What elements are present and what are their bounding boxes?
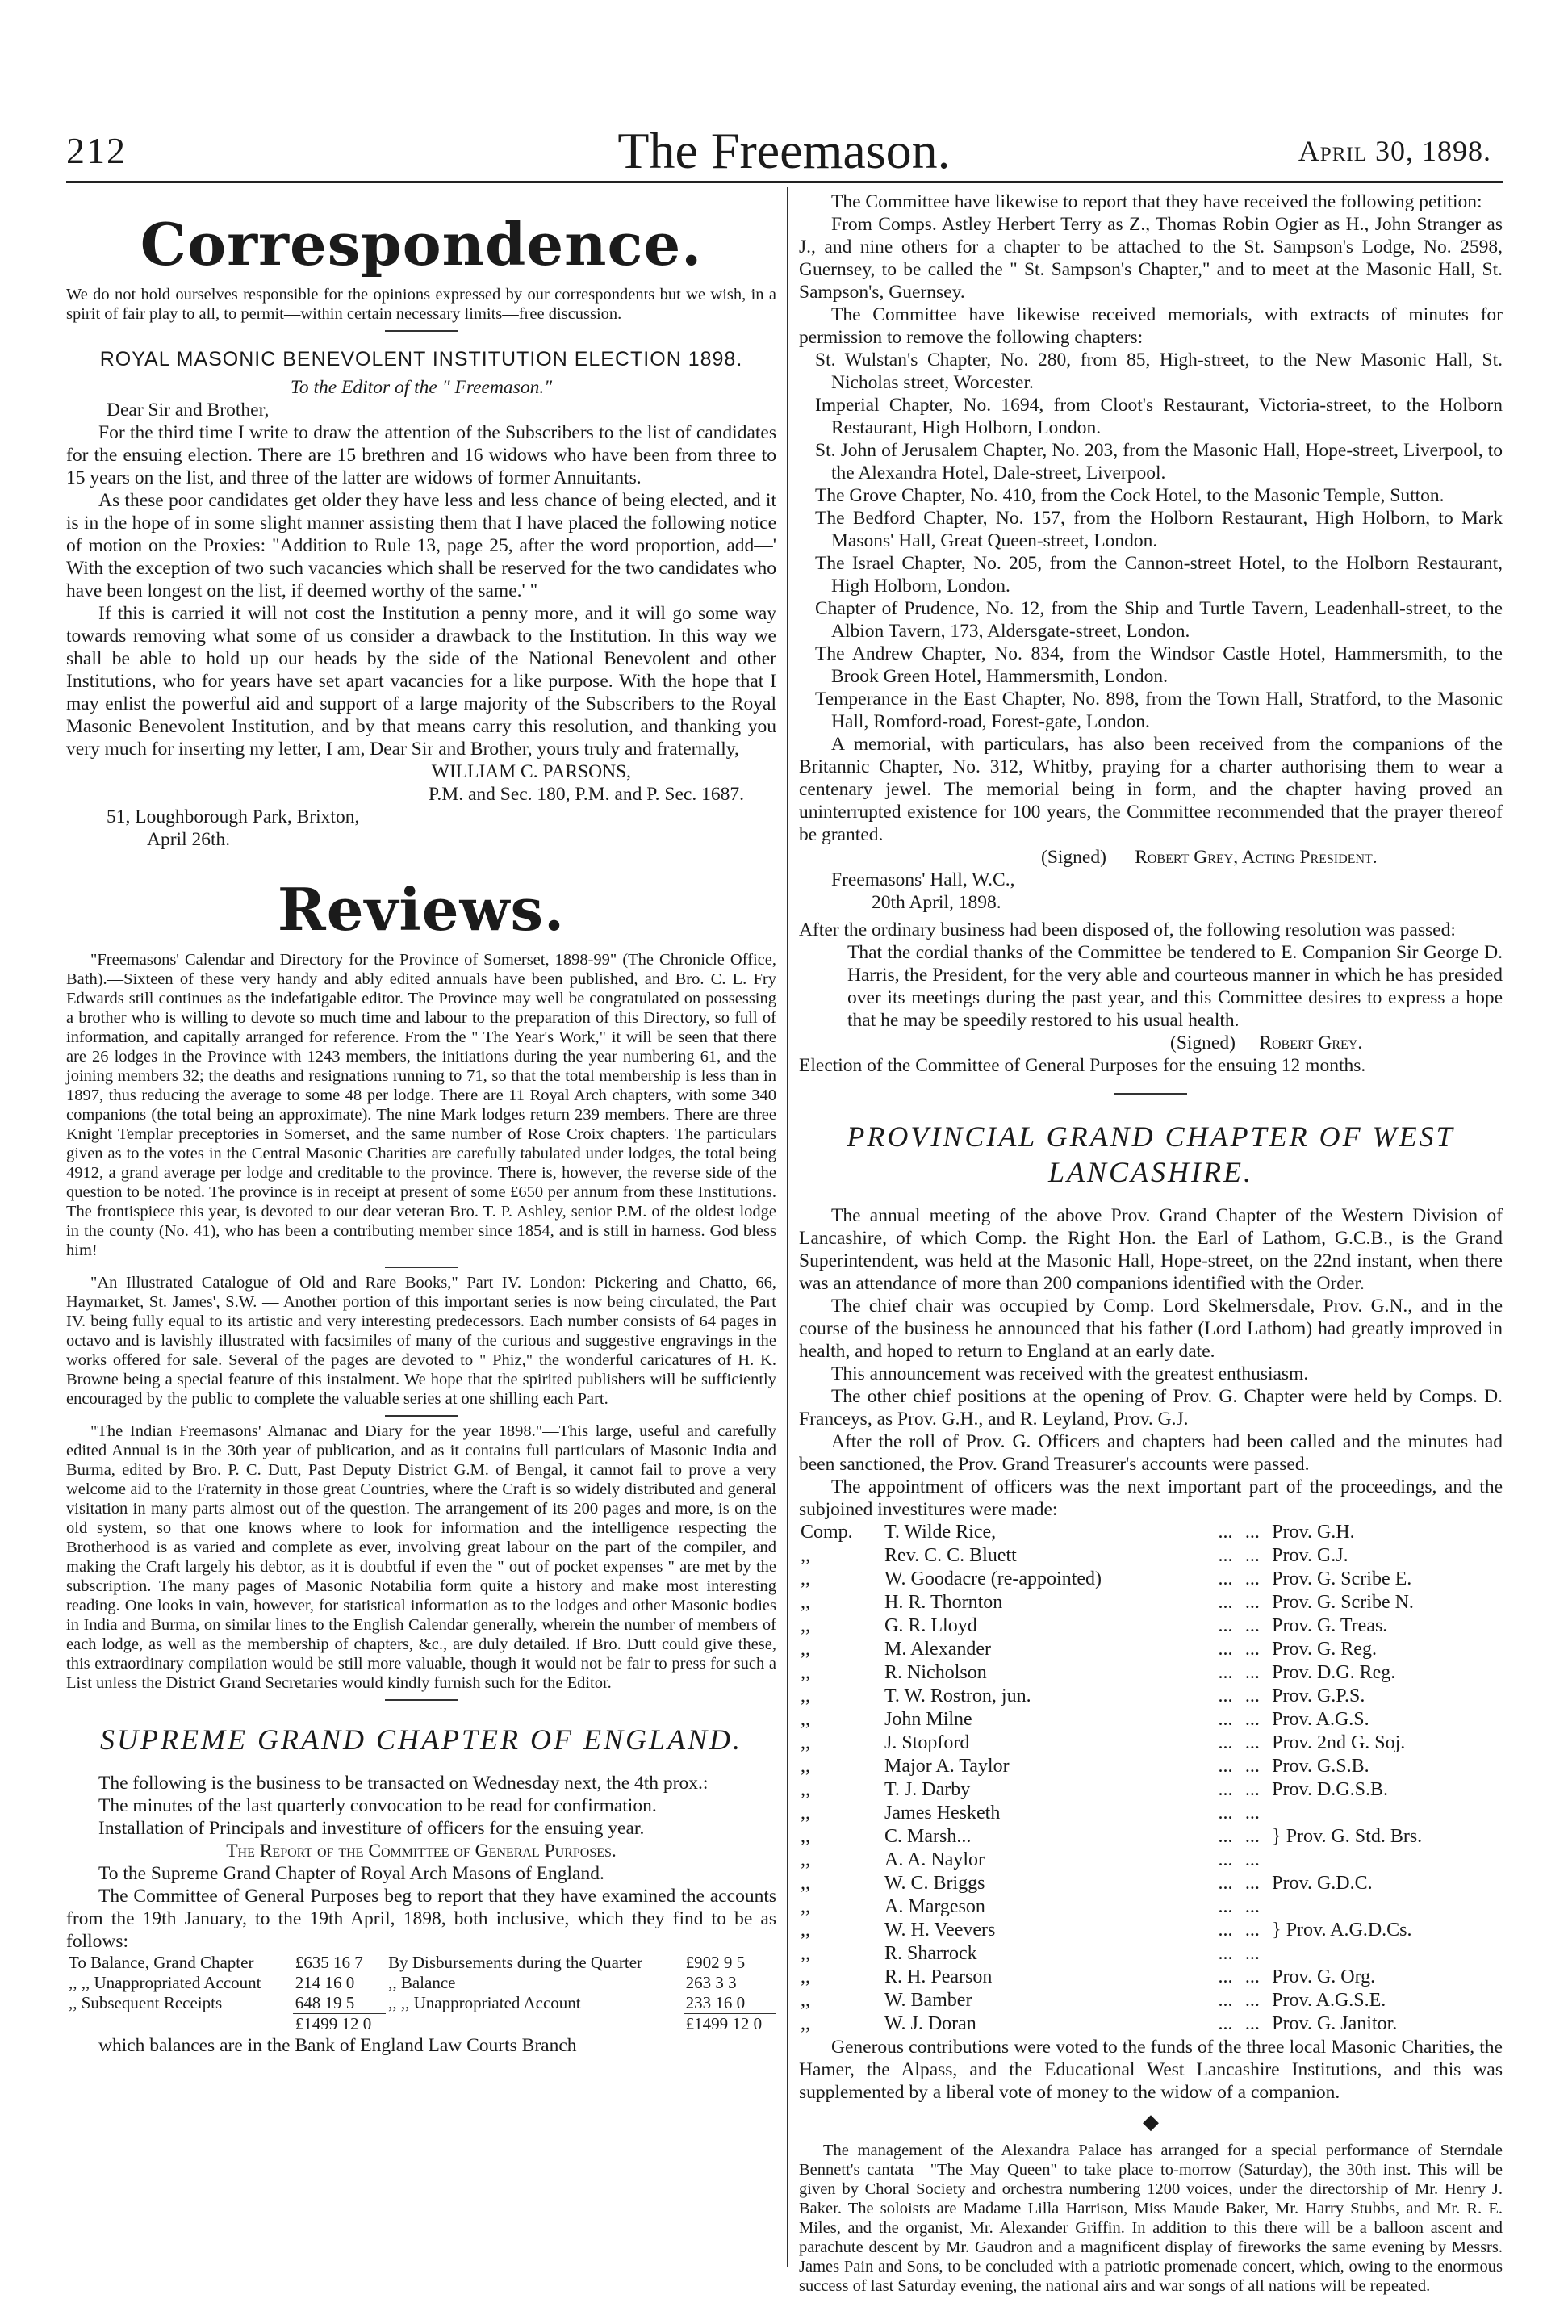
table-row	[66, 1993, 776, 2014]
ledger-cell: 263 3 3	[685, 1973, 737, 1992]
removals-list	[799, 349, 1503, 733]
ledger-cell: £902 9 5	[685, 1953, 746, 1972]
table-row	[799, 1544, 1503, 1568]
ledger-cell: By Disbursements during the Quarter	[388, 1953, 643, 1972]
correspondence-disclaimer: We do not hold ourselves responsible for the opinions expressed by our correspondents but we wish, in a spirit of fair play to all, to permit—within certain necessary limits—free discussion.	[66, 286, 776, 323]
appointment-cell: W. J. Doran	[884, 2013, 976, 2034]
appointment-cell: Prov. G.J.	[1272, 1545, 1348, 1566]
table-row	[66, 2014, 776, 2035]
table-row	[799, 1638, 1503, 1661]
table-row	[799, 1849, 1503, 1872]
report-text: The Committee of General Purposes beg to report that they have examined the accounts from the 19th January, to the 19th April, 1898, both inclusive, which they find to be as follows:	[66, 1886, 776, 1952]
appointment-cell: ...	[1218, 1732, 1233, 1753]
appointment-cell: ...	[1218, 1920, 1233, 1941]
appointment-cell: ,,	[801, 1592, 810, 1613]
appointment-cell: ...	[1244, 2013, 1260, 2034]
appointment-cell: ...	[1218, 1873, 1233, 1894]
table-row	[799, 1614, 1503, 1638]
provincial-paragraph: After the roll of Prov. G. Officers and chapters had been called and the minutes had been sanctioned, the Prov. Grand Treasurer's accounts were passed.	[799, 1431, 1503, 1475]
appointment-cell: W. C. Briggs	[884, 1873, 985, 1894]
appointment-cell: ...	[1218, 1803, 1233, 1824]
list-item: The Grove Chapter, No. 410, from the Cock Hotel, to the Masonic Temple, Sutton.	[815, 485, 1445, 506]
table-row	[799, 1802, 1503, 1825]
appointment-cell: ...	[1218, 1639, 1233, 1660]
divider	[385, 1415, 458, 1417]
appointment-cell: ...	[1218, 1896, 1233, 1917]
table-row	[799, 1568, 1503, 1591]
review-item: "Freemasons' Calendar and Directory for the Province of Somerset, 1898-99" (The Chronicle Office, Bath).—Sixteen of these very handy and ably edited annuals have been published, and Bro. C. L. Fry Edwards still continues as the indefatigable editor. The Province may well be congratulated on possessing a brother who is willing to devote so much time and labour to the preparation of this Directory, so full of information, and capitally arranged for reference. From the " The Year's Work," it will be seen that there are 26 lodges in the Province with 1243 members, the initiations during the year numbering 61, and the joining members 32; the deaths and resignations running to 71, so that the total membership is less than in 1897, thus reducing the average to some 48 per lodge. There are 11 Royal Arch chapters, with some 340 companions (the total being an approximate). The nine Mark lodges return 239 members. There are three Knight Templar preceptories in Somerset, and the same number of Rose Croix chapters. The particulars given as to the votes in the Central Masonic Charities are carefully tabulated under lodges, the total being 4912, a grand average per lodge and creditable to the province. There is, however, the reverse side of the question to be noted. The province is in receipt at present of some £650 per annum from these Institutions. The frontispiece this year, is devoted to our dear veteran Bro. T. P. Ashley, senior P.M. of the oldest lodge in the county (No. 41), who has been a contributing member since 1854, and is still in harness. God bless him!	[66, 951, 776, 1259]
memorial-text: A memorial, with particulars, has also been received from the companions of the Britannic Chapter, No. 312, Whitby, praying for a charter authorising them to wear a centenary jewel. The memorial being in form, and the chapter having proved an uninterrupted existence for 100 years, the Committee recommended that the prayer thereof be granted.	[799, 734, 1503, 845]
appointment-cell: ...	[1218, 1943, 1233, 1964]
letter-title: ROYAL MASONIC BENEVOLENT INSTITUTION ELECTION 1898.	[99, 348, 743, 371]
appointment-cell: ...	[1218, 1990, 1233, 2011]
appointment-cell: ,,	[801, 1826, 810, 1847]
appointment-cell: } Prov. G. Std. Brs.	[1272, 1826, 1423, 1847]
appointment-cell: ,,	[801, 1873, 810, 1894]
ornament-icon: ◆	[1143, 2110, 1159, 2133]
appointment-cell: Prov. G. Scribe N.	[1272, 1592, 1414, 1613]
signed-line	[799, 1032, 1503, 1054]
provincial-heading: PROVINCIAL GRAND CHAPTER OF WEST LANCASHIRE.	[847, 1120, 1455, 1188]
appointment-cell: ,,	[801, 1896, 810, 1917]
appointment-cell: ...	[1244, 1920, 1260, 1941]
appointment-cell: ...	[1244, 1756, 1260, 1777]
signed-line	[799, 846, 1503, 869]
appointment-cell: ...	[1218, 1966, 1233, 1987]
appointment-cell: W. Bamber	[884, 1990, 972, 2011]
list-item: Imperial Chapter, No. 1694, from Cloot's Restaurant, Victoria-street, to the Holborn Restaurant, High Holborn, London.	[815, 395, 1503, 438]
table-row	[799, 2012, 1503, 2036]
ledger-cell: 233 16 0	[685, 1993, 746, 2012]
committee-intro: The Committee have likewise to report that they have received the following petition:	[831, 191, 1482, 212]
table-row	[799, 1825, 1503, 1849]
newspaper-title: The Freemason.	[617, 122, 951, 179]
appointment-cell: ...	[1244, 1779, 1260, 1800]
table-row	[799, 1591, 1503, 1614]
appointment-cell: Prov. G.S.B.	[1272, 1756, 1369, 1777]
appointment-cell: T. W. Rostron, jun.	[884, 1685, 1031, 1706]
provincial-paragraph: The annual meeting of the above Prov. Grand Chapter of the Western Division of Lancashire, of which Comp. the Right Hon. the Earl of Lathom, G.C.B., is the Grand Superintendent, was held at the Masonic Hall, Hope-street, on the 22nd instant, when there was an attendance of more than 200 companions identified with the Order.	[799, 1205, 1503, 1294]
supreme-installation: Installation of Principals and investiture of officers for the ensuing year.	[98, 1818, 645, 1839]
correspondence-heading: Correspondence.	[140, 210, 703, 278]
table-row	[799, 1755, 1503, 1778]
committee-petition: From Comps. Astley Herbert Terry as Z., Thomas Robin Ogier as H., John Stranger as J., and nine others for a chapter to be attached to the St. Sampson's Lodge, No. 2598, Guernsey, to be called the " St. Sampson's Chapter," and to meet at the Masonic Hall, St. Sampson's, Guernsey.	[799, 214, 1503, 303]
election-text: Election of the Committee of General Purposes for the ensuing 12 months.	[799, 1055, 1366, 1076]
appointment-cell	[1270, 1942, 1503, 1966]
appointment-cell: T. J. Darby	[884, 1779, 971, 1800]
list-item: Temperance in the East Chapter, No. 898, from the Town Hall, Stratford, to the Masonic Hall, Romford-road, Forest-gate, London.	[815, 689, 1503, 732]
ledger-cell: To Balance, Grand Chapter	[69, 1953, 254, 1972]
appointment-cell: ...	[1218, 1709, 1233, 1730]
appointment-cell: Prov. G. Janitor.	[1272, 2013, 1398, 2034]
appointment-cell: ,,	[801, 1990, 810, 2011]
appointment-cell: ,,	[801, 1803, 810, 1824]
ledger-cell: ,, Subsequent Receipts	[69, 1993, 223, 2012]
provincial-paragraph: The other chief positions at the opening of Prov. G. Chapter were held by Comps. D. Franceys, as Prov. G.H., and R. Leyland, Prov. G.J.	[799, 1386, 1503, 1430]
letter-paragraph: For the third time I write to draw the attention of the Subscribers to the list of candidates for the ensuing election. There are 15 brethren and 16 widows who have been from three to 15 years on the list, and three of the latter are widows of former Annuitants.	[66, 422, 776, 488]
table-row	[799, 1966, 1503, 1989]
list-item: St. John of Jerusalem Chapter, No. 203, from the Masonic Hall, Hope-street, Liverpool, to the Alexandra Hotel, Dale-street, Liverpool.	[815, 440, 1503, 484]
appointment-cell: ...	[1244, 1639, 1260, 1660]
appointment-cell: ...	[1218, 1592, 1233, 1613]
appointment-cell: ...	[1218, 1756, 1233, 1777]
appointment-cell: Prov. G.D.C.	[1272, 1873, 1373, 1894]
appointment-cell: ,,	[801, 1615, 810, 1636]
ledger-cell: 214 16 0	[295, 1973, 355, 1992]
appointment-cell: ,,	[801, 1756, 810, 1777]
divider	[385, 1267, 458, 1268]
appointment-cell: Comp.	[801, 1522, 853, 1543]
appointment-cell: James Hesketh	[884, 1803, 1001, 1824]
after-text: After the ordinary business had been disposed of, the following resolution was passed:	[799, 919, 1456, 940]
appointment-cell: W. Goodacre (re-appointed)	[884, 1568, 1102, 1589]
table-row	[799, 1919, 1503, 1942]
appointment-cell: ...	[1218, 1685, 1233, 1706]
appointment-cell: Prov. A.G.S.E.	[1272, 1990, 1386, 2011]
letter-addressee: To the Editor of the " Freemason."	[290, 377, 553, 398]
letter-paragraph: If this is carried it will not cost the Institution a penny more, and it will go some way towards removing what some of us consider a drawback to the Institution. In this way we shall be able to hold up our heads by the side of the National Benevolent and other Institutions, who for years have set apart vacancies for a like purpose. With the hope that I may enlist the powerful aid and support of a large majority of the Subscribers to the Royal Masonic Benevolent Institution, and by that means carry this resolution, and thanking you very much for inserting my letter, I am, Dear Sir and Brother, yours truly and fraternally,	[66, 603, 776, 760]
balances-note: which balances are in the Bank of England Law Courts Branch	[98, 2035, 577, 2056]
appointment-cell: ...	[1244, 1849, 1260, 1870]
letter-date: April 26th.	[147, 829, 231, 850]
appointment-cell: ...	[1244, 1709, 1260, 1730]
appointment-cell: ...	[1218, 1545, 1233, 1566]
supreme-chapter-heading: SUPREME GRAND CHAPTER OF ENGLAND.	[100, 1723, 742, 1756]
appointment-cell: ...	[1244, 1662, 1260, 1683]
appointment-cell: ...	[1244, 1896, 1260, 1917]
supreme-minutes: The minutes of the last quarterly convocation to be read for confirmation.	[98, 1795, 657, 1816]
appointment-cell: ,,	[801, 1732, 810, 1753]
table-row	[799, 1872, 1503, 1895]
appointment-cell: ...	[1244, 1592, 1260, 1613]
appointment-cell: A. Margeson	[884, 1896, 985, 1917]
appointment-cell: ...	[1218, 1615, 1233, 1636]
appointment-cell: Prov. G. Treas.	[1272, 1615, 1388, 1636]
committee-memorials: The Committee have likewise received memorials, with extracts of minutes for permission to remove the following chapters:	[799, 304, 1503, 348]
appointment-cell: ...	[1244, 1966, 1260, 1987]
appointment-cell: ,,	[801, 1639, 810, 1660]
appointment-cell: ,,	[801, 1943, 810, 1964]
signer: Robert Grey, Acting President.	[1135, 847, 1378, 868]
ledger-total: £1499 12 0	[684, 2014, 776, 2035]
appointment-cell: Prov. A.G.S.	[1272, 1709, 1369, 1730]
provincial-closing: Generous contributions were voted to the funds of the three local Masonic Charities, the Hamer, the Alpass, and the Educational West Lancashire Institutions, and this was supplemented by a liberal vote of money to the widow of a companion.	[799, 2037, 1503, 2103]
signer: Robert Grey.	[1259, 1032, 1363, 1053]
ledger-cell: ,, ,, Unappropriated Account	[69, 1973, 261, 1992]
page-number: 212	[66, 130, 127, 171]
appointment-cell: ...	[1218, 1826, 1233, 1847]
appointment-cell: Prov. G. Scribe E.	[1272, 1568, 1412, 1589]
appointment-cell: M. Alexander	[884, 1639, 991, 1660]
appointment-cell: ...	[1244, 1943, 1260, 1964]
appointment-cell: ...	[1218, 1662, 1233, 1683]
signed-label: (Signed)	[1041, 847, 1106, 868]
table-row	[799, 1731, 1503, 1755]
report-addressee: To the Supreme Grand Chapter of Royal Arch Masons of England.	[98, 1863, 604, 1884]
appointment-cell: ,,	[801, 1920, 810, 1941]
table-row	[799, 1685, 1503, 1708]
list-item: Chapter of Prudence, No. 12, from the Ship and Turtle Tavern, Leadenhall-street, to the Albion Tavern, 173, Aldersgate-street, London.	[815, 598, 1503, 642]
list-item: The Andrew Chapter, No. 834, from the Windsor Castle Hotel, Hammersmith, to the Brook Green Hotel, Hammersmith, London.	[815, 643, 1503, 687]
appointment-cell: J. Stopford	[884, 1732, 970, 1753]
palace-notice: The management of the Alexandra Palace has arranged for a special performance of Sterndale Bennett's cantata—"The May Queen" to take place to-morrow (Saturday), the 30th inst. This will be given by Choral Society and orchestra numbering 1200 voices, under the directorship of Mr. Henry J. Baker. The soloists are Madame Lilla Harrison, Miss Maude Baker, Mr. Harry Stubbs, and Mr. R. E. Miles, and the organist, Mr. Alexander Griffin. In addition to this there will be a balloon ascent and parachute descent by Mr. Gaudron and a magnificent display of fireworks the same evening by Messrs. James Pain and Sons, to be concluded with a patriotic promenade concert, which, owing to the enormous success of last Saturday evening, the national airs and war songs of all nations will be repeated.	[799, 2142, 1503, 2295]
review-item: "The Indian Freemasons' Almanac and Diary for the year 1898."—This large, useful and carefully edited Annual is in the 30th year of publication, and as it contains full particulars of Masonic India and Burma, edited by Bro. P. C. Dutt, Past Deputy District G.M. of Bengal, it cannot fail to prove a very welcome aid to the Fraternity in those great Countries, where the Craft is so widely distributed and general visitation in many parts almost out of the question. The arrangement of its 200 pages and more, is on the old system, so that one knows where to look for information and the intelligence respecting the Brotherhood is as varied and complete as ever, involving great labour on the part of the compiler, and making the Craft largely his debtor, as it is doubtful if even the " out of pocket expenses " are met by the subscription. The many pages of Masonic Notabilia form quite a history and make most interesting reading. One looks in vain, however, for statistical information as to the lodges and other Masonic bodies in India and Burma, on similar lines to the English Calendar generally, wherein the number of members of each lodge, as well as the membership of chapters, &c., are duly detailed. If Bro. Dutt could give these, this extraordinary compilation would be still more valuable, though it would not be fair to press for such a List unless the District Grand Secretaries would kindly furnish such for the Editor.	[66, 1422, 776, 1692]
letter-address: 51, Loughborough Park, Brixton,	[107, 806, 360, 827]
appointment-cell: ...	[1244, 1873, 1260, 1894]
appointment-cell: ,,	[801, 1545, 810, 1566]
ledger-cell: ,, Balance	[388, 1973, 456, 1992]
appointment-cell: ...	[1218, 1849, 1233, 1870]
appointment-cell: ...	[1244, 1990, 1260, 2011]
appointment-cell: Prov. G. Reg.	[1272, 1639, 1377, 1660]
supreme-intro: The following is the business to be transacted on Wednesday next, the 4th prox.:	[98, 1773, 709, 1794]
appointment-cell: ...	[1244, 1545, 1260, 1566]
appointment-cell: Prov. D.G.S.B.	[1272, 1779, 1388, 1800]
table-row	[799, 1989, 1503, 2012]
hall-address: Freemasons' Hall, W.C.,	[831, 869, 1015, 890]
appointment-cell: ,,	[801, 1849, 810, 1870]
appointment-cell: ...	[1218, 2013, 1233, 2034]
ledger-cell: ,, ,, Unappropriated Account	[388, 1993, 581, 2012]
appointment-cell: Major A. Taylor	[884, 1756, 1010, 1777]
appointment-cell	[1270, 1802, 1503, 1825]
appointment-cell: } Prov. A.G.D.Cs.	[1272, 1920, 1412, 1941]
appointment-cell: R. Nicholson	[884, 1662, 987, 1683]
appointment-cell: ,,	[801, 1662, 810, 1683]
appointment-cell: Prov. G. Org.	[1272, 1966, 1376, 1987]
reviews-heading: Reviews.	[277, 875, 566, 944]
appointment-cell: ...	[1244, 1568, 1260, 1589]
table-row	[799, 1895, 1503, 1919]
column-divider	[787, 187, 788, 2267]
appointment-cell: ,,	[801, 1966, 810, 1987]
letter-salutation: Dear Sir and Brother,	[107, 400, 270, 421]
provincial-paragraph: This announcement was received with the greatest enthusiasm.	[831, 1363, 1309, 1384]
list-item: The Bedford Chapter, No. 157, from the Holborn Restaurant, High Holborn, to Mark Masons' Hall, Great Queen-street, London.	[815, 508, 1503, 551]
left-column	[66, 191, 776, 2267]
right-column	[799, 191, 1503, 2295]
table-row	[799, 1942, 1503, 1966]
divider	[385, 330, 458, 332]
appointment-cell: R. H. Pearson	[884, 1966, 993, 1987]
appointment-cell: ,,	[801, 1779, 810, 1800]
appointment-cell: ...	[1218, 1522, 1233, 1543]
appointment-cell: H. R. Thornton	[884, 1592, 1003, 1613]
divider	[1114, 1093, 1187, 1095]
appointment-cell: ...	[1244, 1732, 1260, 1753]
appointment-cell: ,,	[801, 1709, 810, 1730]
ledger-cell: £635 16 7	[295, 1953, 363, 1972]
table-row	[799, 1521, 1503, 1544]
appointment-cell: ,,	[801, 1685, 810, 1706]
appointment-cell: ,,	[801, 2013, 810, 2034]
appointment-cell: C. Marsh...	[884, 1826, 972, 1847]
appointment-cell: ...	[1218, 1779, 1233, 1800]
letter-paragraph: As these poor candidates get older they have less and less chance of being elected, and it is in the hope of in some slight manner assisting them that I have placed the following notice of motion on the Proxies: "Addition to Rule 13, page 25, after the word proportion, add—' With the exception of two such vacancies which shall be reserved for the two candidates who have been longest on the list, if deemed worthy of the same.' "	[66, 490, 776, 601]
appointment-cell: T. Wilde Rice,	[884, 1522, 997, 1543]
appointment-cell: ...	[1244, 1615, 1260, 1636]
table-row	[66, 1953, 776, 1973]
appointment-cell: ...	[1218, 1568, 1233, 1589]
accounts-table	[66, 1953, 776, 2034]
appointment-cell: Prov. D.G. Reg.	[1272, 1662, 1396, 1683]
appointment-cell: Prov. 2nd G. Soj.	[1272, 1732, 1406, 1753]
signed-label: (Signed)	[1170, 1032, 1236, 1053]
list-item: St. Wulstan's Chapter, No. 280, from 85, High-street, to the New Masonic Hall, St. Nicholas street, Worcester.	[815, 350, 1503, 393]
provincial-paragraph: The appointment of officers was the next important part of the proceedings, and the subjoined investitures were made:	[799, 1476, 1503, 1520]
appointment-cell: A. A. Naylor	[884, 1849, 985, 1870]
appointment-cell: ...	[1244, 1803, 1260, 1824]
appointment-cell: Prov. G.P.S.	[1272, 1685, 1365, 1706]
resolution-text: That the cordial thanks of the Committee be tendered to E. Companion Sir George D. Harris, the President, for the very able and courteous manner in which he has presided over its meetings during the past year, and this Committee desires to express a hope that he may be speedily restored to his usual health.	[847, 942, 1503, 1031]
letter-signature-title: P.M. and Sec. 180, P.M. and P. Sec. 1687.	[428, 784, 744, 805]
appointment-cell	[1270, 1895, 1503, 1919]
appointments-table	[799, 1521, 1503, 2036]
appointment-cell: ...	[1244, 1685, 1260, 1706]
report-title: The Report of the Committee of General Purposes.	[226, 1840, 617, 1861]
ledger-total: £1499 12 0	[293, 2014, 386, 2035]
appointment-cell: ...	[1244, 1826, 1260, 1847]
letter-signature: WILLIAM C. PARSONS,	[431, 761, 631, 782]
issue-date: April 30, 1898.	[1298, 135, 1491, 167]
list-item: The Israel Chapter, No. 205, from the Cannon-street Hotel, to the Holborn Restaurant, High Holborn, London.	[815, 553, 1503, 597]
appointment-cell: Rev. C. C. Bluett	[884, 1545, 1017, 1566]
appointment-cell: W. H. Veevers	[884, 1920, 996, 1941]
table-row	[799, 1778, 1503, 1802]
appointment-cell: ,,	[801, 1568, 810, 1589]
provincial-paragraph: The chief chair was occupied by Comp. Lord Skelmersdale, Prov. G.N., and in the course of the business he announced that his father (Lord Lathom) had greatly improved in health, and hoped to return to England at an early date.	[799, 1296, 1503, 1362]
table-row	[66, 1973, 776, 1993]
review-item: "An Illustrated Catalogue of Old and Rare Books," Part IV. London: Pickering and Chatto, 66, Haymarket, St. James', S.W. — Another portion of this important series is now being circulated, the Part IV. being fully equal to its artistic and very interesting predecessors. Each number consists of 64 pages in octavo and is lavishly illustrated with facsimiles of many of the curious and suggestive engravings in the works offered for sale. Several of the pages are devoted to " Phiz," the wonderful caricatures of H. K. Browne being a special feature of this instalment. We hope that the spirited publishers will be sufficiently encouraged by the public to complete the valuable series at one shilling each Part.	[66, 1274, 776, 1408]
divider	[385, 1699, 458, 1701]
appointment-cell: John Milne	[884, 1709, 972, 1730]
masthead-rule	[66, 181, 1503, 183]
table-row	[799, 1661, 1503, 1685]
ledger-cell: 648 19 5	[295, 1993, 355, 2012]
appointment-cell: ...	[1244, 1522, 1260, 1543]
appointment-cell: G. R. Lloyd	[884, 1615, 977, 1636]
hall-date: 20th April, 1898.	[872, 892, 1001, 913]
appointment-cell: Prov. G.H.	[1272, 1522, 1355, 1543]
appointment-cell	[1270, 1849, 1503, 1872]
appointment-cell: R. Sharrock	[884, 1943, 977, 1964]
table-row	[799, 1708, 1503, 1731]
